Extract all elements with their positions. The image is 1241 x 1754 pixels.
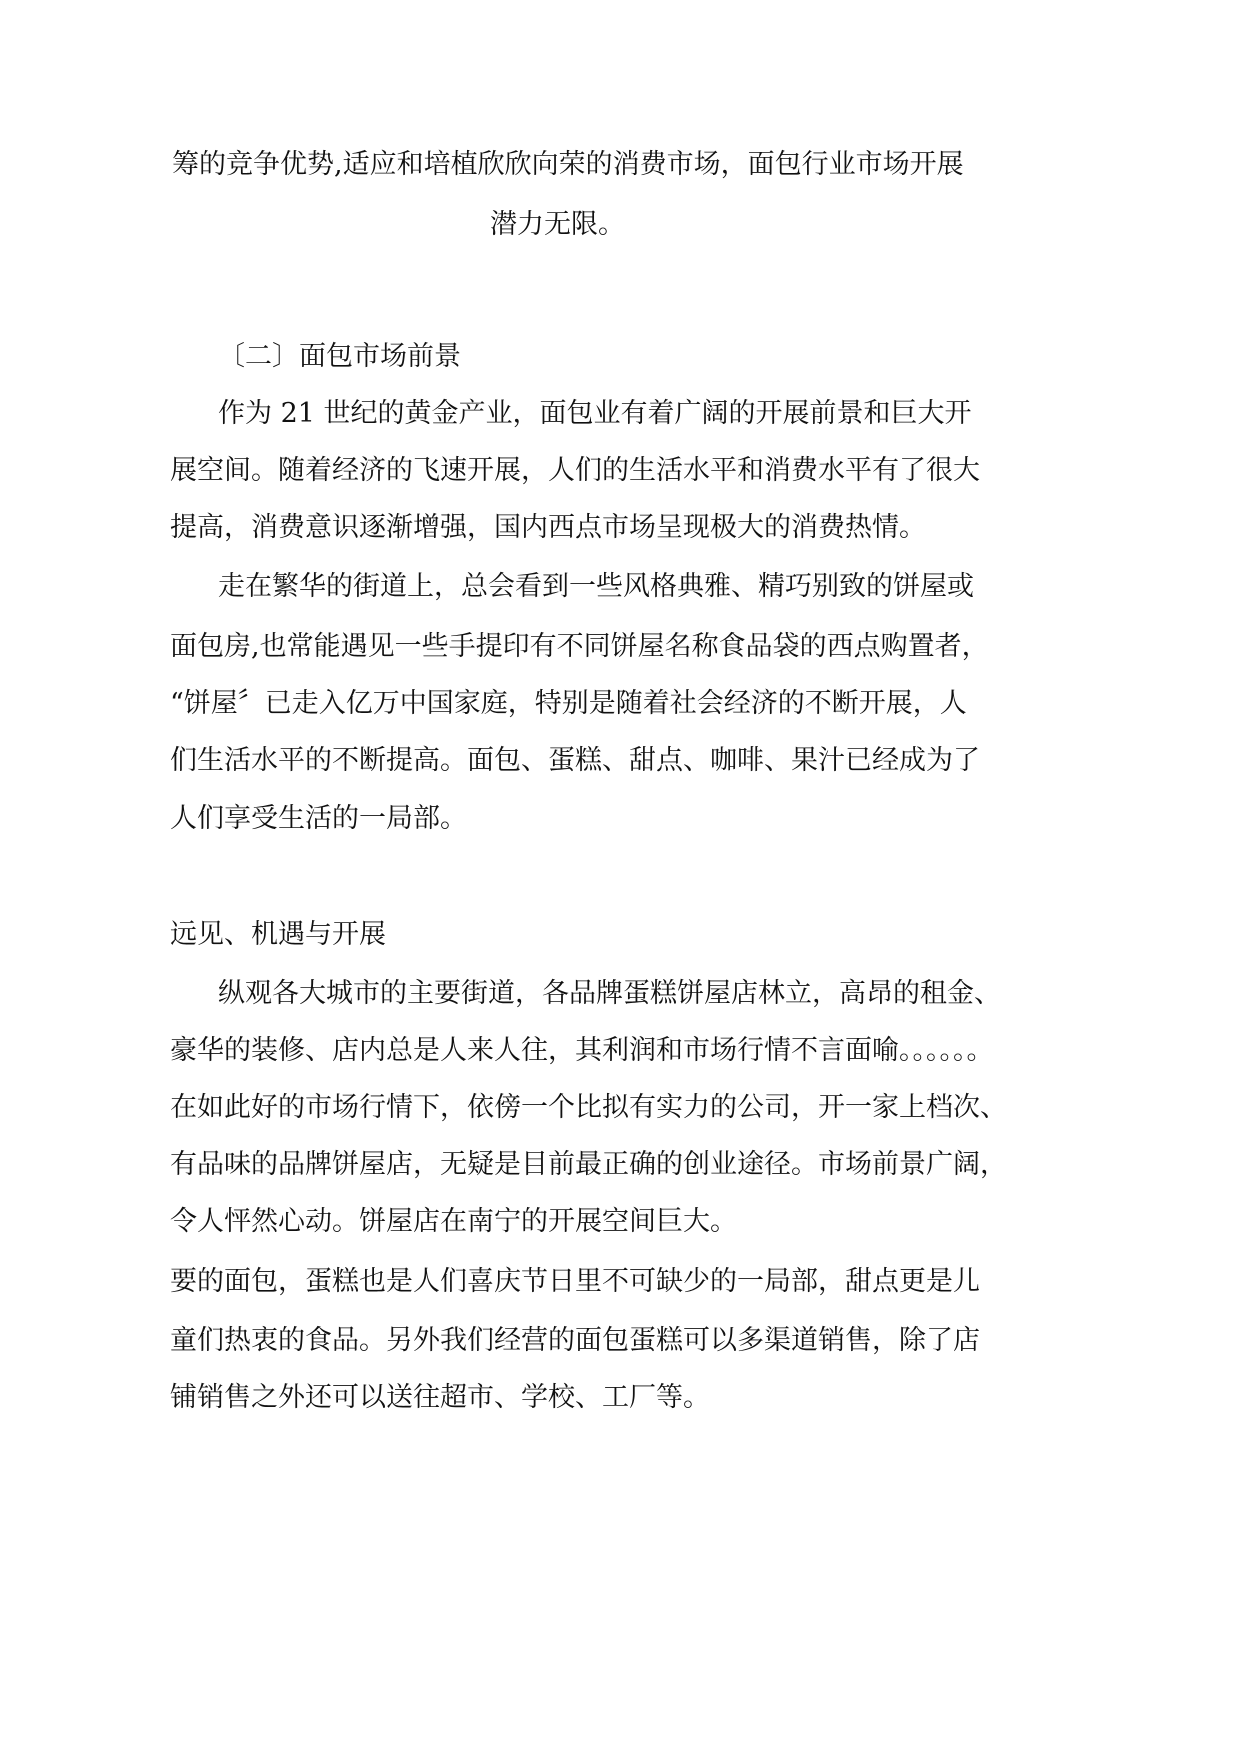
section-heading-vision: 远见、机遇与开展 <box>170 919 386 950</box>
paragraph-line: 令人怦然心动。饼屋店在南宁的开展空间巨大。 <box>170 1206 737 1237</box>
paragraph-line: 面包房,也常能遇见一些手提印有不同饼屋名称食品袋的西点购置者， <box>170 631 989 662</box>
paragraph-line: 们生活水平的不断提高。面包、蛋糕、甜点、咖啡、果汁已经成为了 <box>170 745 980 776</box>
paragraph-line: 走在繁华的街道上，总会看到一些风格典雅、精巧别致的饼屋或 <box>218 571 974 602</box>
paragraph-line: 展空间。随着经济的飞速开展，人们的生活水平和消费水平有了很大 <box>170 455 980 486</box>
paragraph-line: 在如此好的市场行情下，依傍一个比拟有实力的公司，开一家上档次、 <box>170 1092 1007 1123</box>
paragraph-line: 提高，消费意识逐渐增强，国内西点市场呈现极大的消费热情。 <box>170 512 926 543</box>
paragraph-line: 铺销售之外还可以送往超市、学校、工厂等。 <box>170 1382 710 1413</box>
paragraph-line: 作为 21 世纪的黄金产业，面包业有着广阔的开展前景和巨大开 <box>218 398 972 429</box>
paragraph-line: 人们享受生活的一局部。 <box>170 803 467 834</box>
paragraph-line: 豪华的装修、店内总是人来人往，其利润和市场行情不言面喻。。。。。。 <box>170 1035 994 1066</box>
paragraph-line: 有品味的品牌饼屋店，无疑是目前最正确的创业途径。市场前景广阔， <box>170 1149 1007 1180</box>
intro-line-1: 筹的竞争优势,适应和培植欣欣向荣的消费市场，面包行业市场开展 <box>172 149 964 180</box>
paragraph-line: 纵观各大城市的主要街道，各品牌蛋糕饼屋店林立，高昂的租金、 <box>218 978 1001 1009</box>
section-heading-market-outlook: 〔二〕面包市场前景 <box>218 341 461 372</box>
paragraph-line: 童们热衷的食品。另外我们经营的面包蛋糕可以多渠道销售，除了店 <box>170 1325 980 1356</box>
paragraph-line: “饼屋〞已走入亿万中国家庭，特别是随着社会经济的不断开展，人 <box>170 688 967 719</box>
paragraph-line: 要的面包，蛋糕也是人们喜庆节日里不可缺少的一局部，甜点更是儿 <box>170 1266 980 1297</box>
intro-line-2: 潜力无限。 <box>490 209 625 240</box>
